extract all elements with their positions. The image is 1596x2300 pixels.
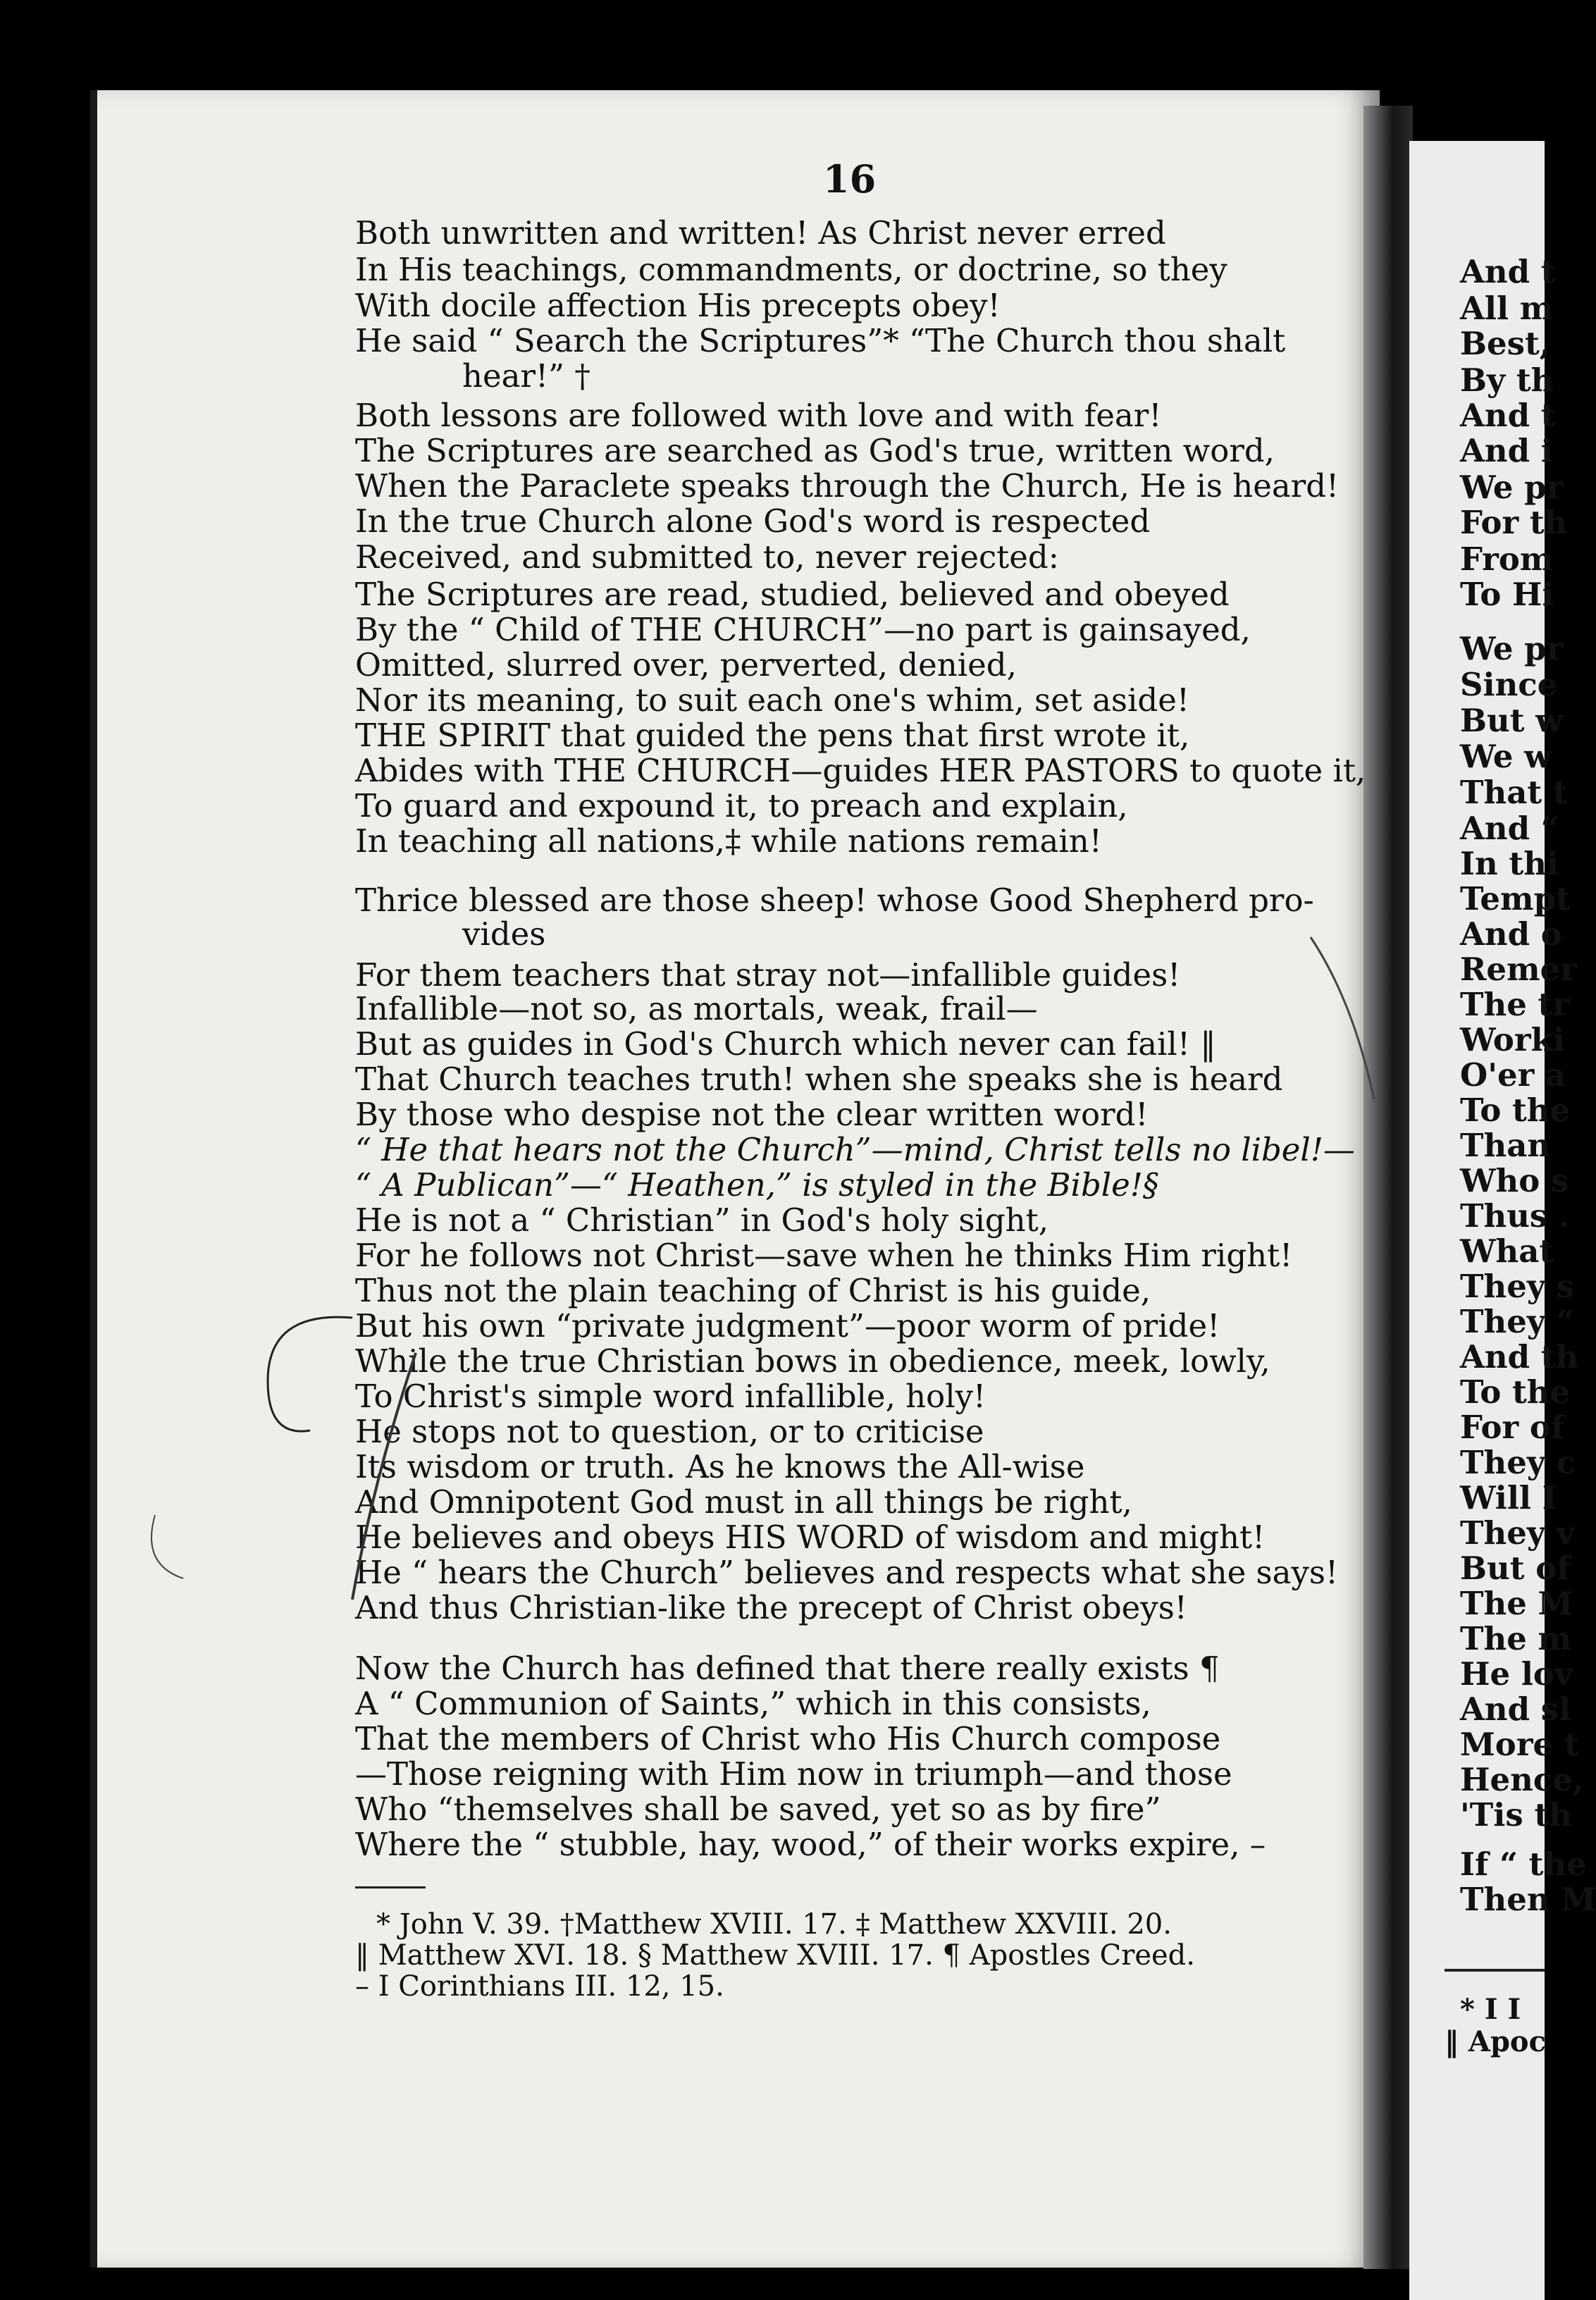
poem-line: Both unwritten and written! As Christ never erred — [355, 214, 1166, 252]
poem-line: Received, and submitted to, never rejected: — [355, 538, 1059, 576]
right-page-line: Remer — [1460, 951, 1577, 988]
right-page-line: To the — [1460, 1092, 1571, 1129]
poem-line: For them teachers that stray not—infallible guides! — [355, 956, 1181, 994]
right-page-line: Best, — [1460, 325, 1551, 362]
poem-line: The Scriptures are searched as God's true, written word, — [355, 432, 1275, 469]
right-page-line: Than — [1460, 1127, 1551, 1164]
right-page-line: And t — [1460, 253, 1556, 290]
right-page-line: We pr — [1460, 630, 1564, 667]
right-page-line: Since — [1460, 666, 1558, 703]
right-page-footnote: ‖ Apoc — [1445, 2025, 1546, 2058]
poem-line: While the true Christian bows in obedience, meek, lowly, — [355, 1342, 1270, 1380]
poem-line: By the “ Child of THE CHURCH”—no part is gainsayed, — [355, 611, 1251, 648]
poem-line: He said “ Search the Scriptures”* “The Church thou shalt — [355, 322, 1286, 359]
right-page-line: But w — [1460, 702, 1563, 739]
poem-line: And thus Christian-like the precept of Christ obeys! — [355, 1589, 1187, 1626]
right-page-line: 'Tis th — [1460, 1796, 1572, 1834]
right-page-line: In thi — [1460, 845, 1559, 882]
poem-line: Abides with THE CHURCH—guides HER PASTORS to quote it, — [355, 752, 1366, 789]
right-page-line: We w — [1460, 738, 1552, 775]
right-page-line: For of — [1460, 1409, 1565, 1446]
right-page-footnote: * I I — [1460, 1993, 1521, 2026]
footnote-rule — [355, 1886, 426, 1888]
right-page-line: And t — [1460, 397, 1556, 434]
poem-line: With docile affection His precepts obey! — [355, 287, 1001, 324]
poem-line: In the true Church alone God's word is respected — [355, 502, 1151, 540]
poem-line: The Scriptures are read, studied, believed and obeyed — [355, 576, 1230, 613]
right-page-line: He lov — [1460, 1655, 1573, 1693]
right-page-line: And th — [1460, 1338, 1579, 1375]
poem-line: He stops not to question, or to criticise — [355, 1413, 984, 1450]
poem-line: Who “themselves shall be saved, yet so as by fire” — [355, 1791, 1161, 1828]
poem-line: And Omnipotent God must in all things be right, — [355, 1483, 1132, 1521]
poem-line: Nor its meaning, to suit each one's whim, set aside! — [355, 681, 1189, 719]
right-page-line: More t — [1460, 1726, 1579, 1763]
poem-line: He believes and obeys HIS WORD of wisdom and might! — [355, 1519, 1266, 1556]
poem-line: vides — [462, 915, 546, 953]
right-page-line: The M — [1460, 1585, 1573, 1622]
footnote: * John V. 39. †Matthew XVIII. 17. ‡ Matthew XXVIII. 20. — [376, 1908, 1172, 1941]
poem-line: In teaching all nations,‡ while nations remain! — [355, 822, 1102, 860]
poem-line: That the members of Christ who His Church compose — [355, 1720, 1221, 1757]
poem-line: Both lessons are followed with love and with fear! — [355, 397, 1162, 434]
poem-line: “ He that hears not the Church”—mind, Christ tells no libel!— — [355, 1131, 1355, 1168]
right-page-line: Then M — [1460, 1881, 1596, 1918]
right-page-line: From — [1460, 540, 1554, 578]
right-page-line: The m — [1460, 1620, 1572, 1657]
poem-line: “ A Publican”—“ Heathen,” is styled in the Bible!§ — [355, 1166, 1159, 1204]
right-page-line: And sl — [1460, 1690, 1571, 1728]
right-page-line: They c — [1460, 1444, 1576, 1481]
poem-line: That Church teaches truth! when she speaks she is heard — [355, 1061, 1283, 1098]
poem-line: Now the Church has defined that there really exists ¶ — [355, 1650, 1220, 1687]
right-page-line: If “ the — [1460, 1845, 1587, 1883]
poem-line: But his own “private judgment”—poor worm of pride! — [355, 1307, 1220, 1344]
poem-line: When the Paraclete speaks through the Church, He is heard! — [355, 467, 1340, 505]
right-page-line: All m — [1460, 290, 1554, 327]
right-footnote-rule — [1445, 1969, 1545, 1972]
right-page-line: That t — [1460, 774, 1568, 811]
right-page-line: For th — [1460, 504, 1568, 541]
right-page-line: And “ — [1460, 810, 1559, 847]
right-page-line: To Hi — [1460, 576, 1554, 613]
poem-line: hear!” † — [462, 357, 590, 395]
right-page-line: They s — [1460, 1268, 1574, 1305]
poem-line: To guard and expound it, to preach and explain, — [355, 787, 1128, 824]
poem-line: Thrice blessed are those sheep! whose Good Shepherd pro- — [355, 882, 1314, 919]
right-page-line: And o — [1460, 915, 1562, 953]
poem-line: For he follows not Christ—save when he thinks Him right! — [355, 1237, 1293, 1274]
poem-line: In His teachings, commandments, or doctrine, so they — [355, 251, 1227, 288]
right-page-line: To the — [1460, 1373, 1571, 1411]
poem-line: But as guides in God's Church which never can fail! ‖ — [355, 1025, 1216, 1063]
poem-line: Its wisdom or truth. As he knows the All-wise — [355, 1448, 1085, 1485]
footnote: – I Corinthians III. 12, 15. — [355, 1970, 724, 2003]
right-page-line: And i — [1460, 432, 1553, 469]
page-number: 16 — [823, 156, 877, 202]
right-page-line: We pr — [1460, 469, 1564, 506]
right-page-line: Who s — [1460, 1162, 1569, 1199]
right-page-line: Will I — [1460, 1479, 1557, 1516]
right-page-line: Hence, — [1460, 1761, 1584, 1798]
right-page-line: By th — [1460, 361, 1554, 399]
book-gutter — [1363, 106, 1413, 2269]
poem-line: —Those reigning with Him now in triumph—and those — [355, 1755, 1232, 1793]
poem-line: By those who despise not the clear written word! — [355, 1096, 1149, 1133]
right-page-line: O'er a — [1460, 1056, 1566, 1094]
poem-line: A “ Communion of Saints,” which in this consists, — [355, 1685, 1151, 1722]
poem-line: Where the “ stubble, hay, wood,” of their works expire, – — [355, 1826, 1266, 1863]
poem-line: He is not a “ Christian” in God's holy sight, — [355, 1201, 1049, 1239]
poem-line: THE SPIRIT that guided the pens that first wrote it, — [355, 717, 1190, 754]
right-page-line: They “ — [1460, 1303, 1575, 1340]
footnote: ‖ Matthew XVI. 18. § Matthew XVIII. 17. ¶ Apostles Creed. — [355, 1939, 1195, 1972]
right-page-line: Thus . — [1460, 1197, 1570, 1235]
right-page-line: They v — [1460, 1514, 1575, 1552]
right-page-line: Worki — [1460, 1021, 1565, 1058]
poem-line: Omitted, slurred over, perverted, denied, — [355, 646, 1017, 684]
right-page-line: Tempt — [1460, 880, 1571, 917]
right-page-line: The tr — [1460, 986, 1569, 1023]
poem-line: Thus not the plain teaching of Christ is his guide, — [355, 1272, 1151, 1309]
poem-line: Infallible—not so, as mortals, weak, frail— — [355, 990, 1038, 1027]
poem-line: To Christ's simple word infallible, holy! — [355, 1378, 986, 1415]
right-page-line: But of — [1460, 1550, 1571, 1587]
right-page-line: What — [1460, 1232, 1554, 1270]
poem-line: He “ hears the Church” believes and respects what she says! — [355, 1554, 1339, 1591]
